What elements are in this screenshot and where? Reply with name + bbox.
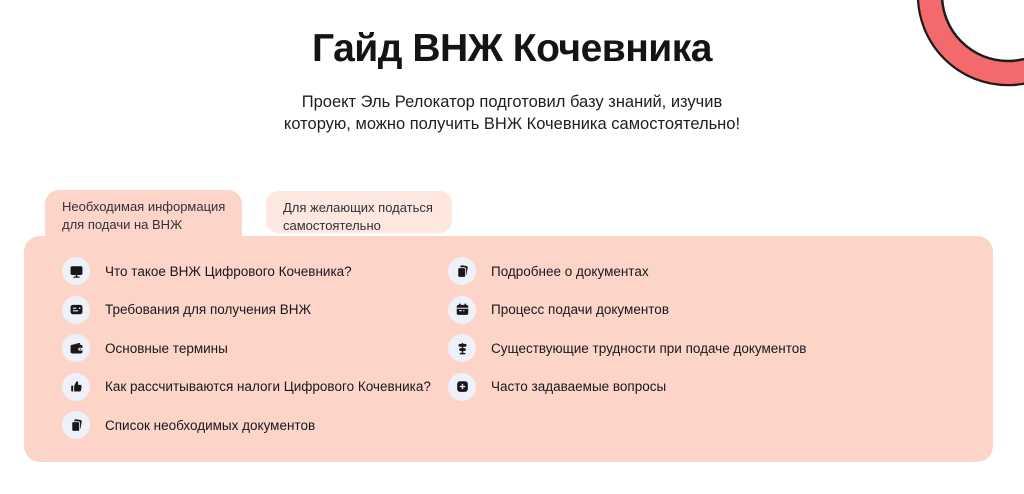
link-label: Основные термины bbox=[105, 340, 228, 356]
link-label: Требования для получения ВНЖ bbox=[105, 302, 311, 317]
tab-required-info[interactable] bbox=[45, 190, 242, 236]
link-difficulties[interactable] bbox=[448, 334, 993, 362]
tab-label: Для желающих податься самостоятельно bbox=[283, 200, 433, 234]
link-label: Часто задаваемые вопросы bbox=[491, 379, 667, 394]
documents-icon bbox=[448, 257, 476, 285]
calendar-icon bbox=[448, 296, 476, 324]
link-label: Процесс подачи документов bbox=[491, 302, 669, 317]
obstacle-icon bbox=[448, 334, 476, 362]
link-label: Как рассчитываются налоги Цифрового Кочевника? bbox=[105, 379, 431, 394]
link-documents-details[interactable] bbox=[448, 257, 993, 285]
tab-label: Необходимая информация для подачи на ВНЖ bbox=[62, 199, 226, 233]
tab-self-apply[interactable] bbox=[266, 191, 452, 233]
monitor-icon bbox=[62, 257, 90, 285]
documents-icon bbox=[62, 411, 90, 439]
link-label: Существующие трудности при подаче документов bbox=[491, 340, 807, 356]
link-label: Список необходимых документов bbox=[105, 417, 316, 433]
thumbs-up-icon bbox=[62, 373, 90, 401]
links-column-left bbox=[62, 257, 448, 462]
link-label: Подробнее о документах bbox=[491, 263, 649, 279]
plus-icon bbox=[448, 373, 476, 401]
page-title: Гайд ВНЖ Кочевника bbox=[312, 27, 712, 70]
link-requirements[interactable] bbox=[62, 296, 448, 324]
link-label: Что такое ВНЖ Цифрового Кочевника? bbox=[105, 263, 352, 279]
link-what-is-vnz[interactable] bbox=[62, 257, 448, 285]
link-terms[interactable] bbox=[62, 334, 448, 362]
link-taxes[interactable] bbox=[62, 373, 448, 401]
wallet-icon bbox=[62, 334, 90, 362]
link-documents-list[interactable] bbox=[62, 411, 448, 439]
link-submission-process[interactable] bbox=[448, 296, 993, 324]
hero-section bbox=[0, 0, 1024, 136]
link-faq[interactable] bbox=[448, 373, 993, 401]
page-subtitle: Проект Эль Релокатор подготовил базу знаний, изучив которую, можно получить ВНЖ Кочевника самостоятельно! bbox=[283, 93, 741, 133]
id-card-icon bbox=[62, 296, 90, 324]
links-column-right bbox=[448, 257, 993, 462]
guide-links-panel bbox=[24, 236, 993, 462]
